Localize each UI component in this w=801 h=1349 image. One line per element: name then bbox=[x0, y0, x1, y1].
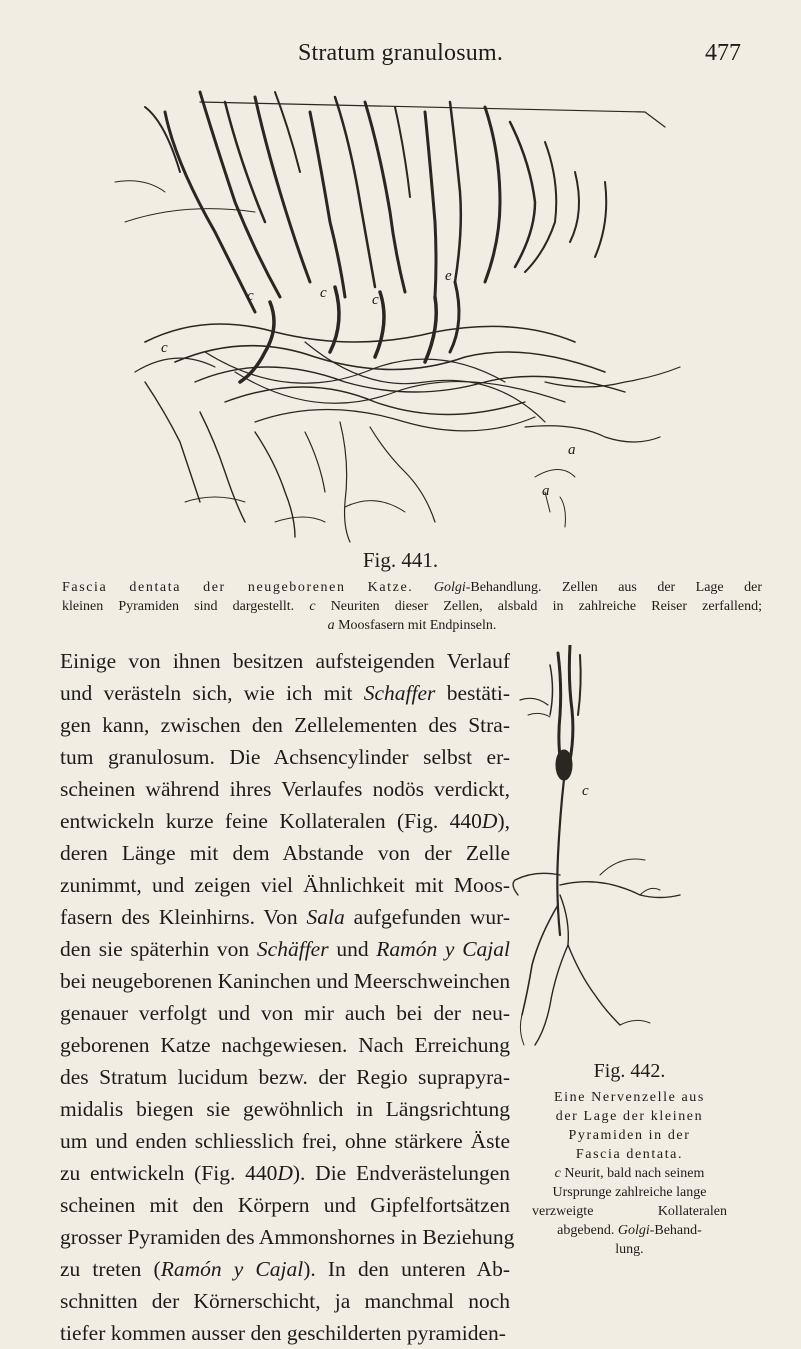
figure-441-caption bbox=[62, 578, 762, 635]
caption-line: Fascia dentata der neugeborenen Katze. Golgi-Behandlung. Zellen aus der Lage der bbox=[62, 580, 762, 595]
figure-441-illustration bbox=[105, 82, 705, 547]
figure-442-caption: Eine Nervenzelle aus der Lage der kleinen Pyramiden in der Fascia dentata. c Neurit, bald nach seinem Ursprunge zahlreiche lange verzweigte Kollateralen abgebend. Golgi-Behand- lung. bbox=[532, 1090, 727, 1257]
figure-441-marker-a: a bbox=[542, 483, 550, 499]
caption-line: a Moosfasern mit Endpinseln. bbox=[327, 618, 497, 633]
caption-line: kleinen Pyramiden sind dargestellt. c Neuriten dieser Zellen, alsbald in zahlreiche Reiser zerfallend; bbox=[62, 599, 762, 614]
figure-441-marker-a: a bbox=[568, 442, 576, 458]
figure-442-marker-c: c bbox=[582, 783, 589, 799]
figure-442-label: Fig. 442. bbox=[593, 1060, 666, 1082]
figure-441-marker-c: c bbox=[372, 292, 379, 308]
figure-441-marker-e: e bbox=[445, 268, 452, 284]
body-paragraph: Einige von ihnen besitzen aufsteigenden Verlauf und verästeln sich, wie ich mit Schaffer bestäti- gen kann, zwischen den Zellelementen des Stra- tum granulosum. Die Achsencylinder selbst er- scheinen während ihres Verlaufes nodös verdickt, entwickeln kurze feine Kollateralen (Fig. 440D), deren Länge mit dem Abstande von der Zelle zunimmt, und zeigen viel Ähnlichkeit mit Moos- fasern des Kleinhirns. Von Sala aufgefunden wur- den sie späterhin von Schäffer und Ramón y Cajal bei neugeborenen Kaninchen und Meerschweinchen genauer verfolgt und von mir auch bei der neu- geborenen Katze nachgewiesen. Nach Erreichung des Stratum lucidum bezw. der Regio suprapyra- midalis biegen sie gewöhnlich in Längsrichtung um und enden schliesslich frei, ohne stärkere Äste zu entwickeln (Fig. 440D). Die Endverästelungen scheinen mit den Körpern und Gipfelfortsätzen grosser Pyramiden des Ammonshornes in Beziehung zu treten (Ramón y Cajal). In den unteren Ab- schnitten der Körnerschicht, ja manchmal noch tiefer kommen ausser den geschilderten pyramiden- bbox=[60, 649, 515, 1345]
figure-441-label: Fig. 441. bbox=[362, 548, 439, 572]
figure-441-marker-c: c bbox=[320, 285, 327, 301]
figure-441-marker-c: c bbox=[247, 288, 254, 304]
figure-442-illustration bbox=[510, 645, 720, 1050]
page-number: 477 bbox=[705, 40, 741, 66]
figure-441-marker-c: c bbox=[161, 340, 168, 356]
running-header: Stratum granulosum. bbox=[297, 40, 504, 66]
